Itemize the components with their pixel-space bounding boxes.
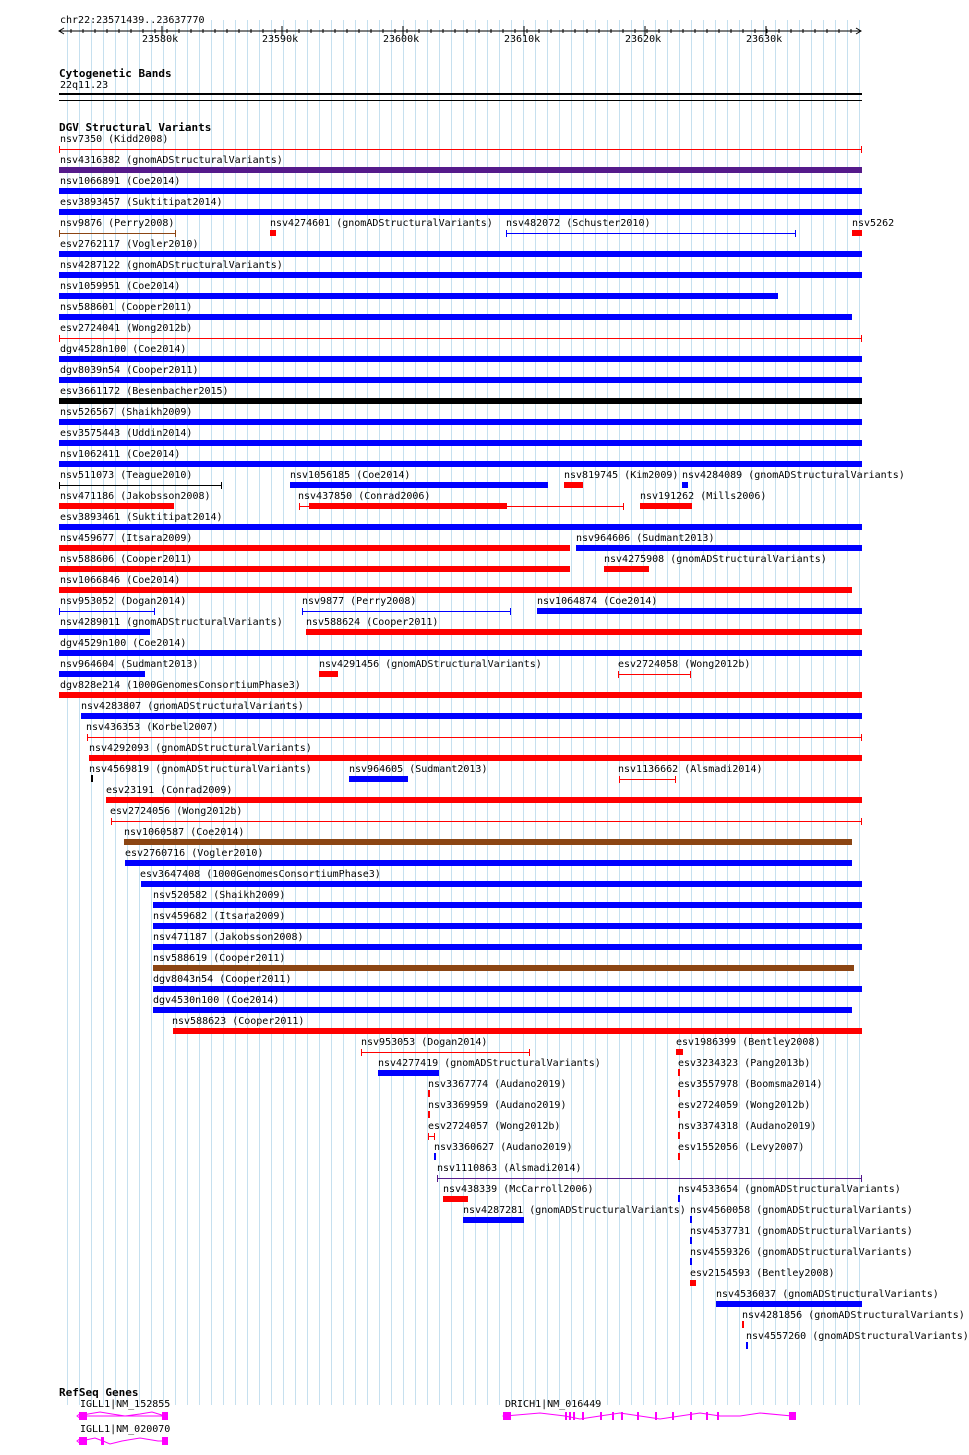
variant-label[interactable]: nsv4537731 (gnomADStructuralVariants) [690, 1226, 913, 1237]
variant-label[interactable]: nsv3360627 (Audano2019) [434, 1142, 573, 1153]
variant-label[interactable]: nsv4277419 (gnomADStructuralVariants) [378, 1058, 601, 1069]
variant-label[interactable]: nsv526567 (Shaikh2009) [60, 407, 193, 418]
variant-line[interactable] [59, 338, 862, 339]
variant-bar[interactable] [349, 776, 408, 782]
variant-bar[interactable] [640, 503, 692, 509]
variant-label[interactable]: esv2724041 (Wong2012b) [60, 323, 193, 334]
variant-label[interactable]: nsv964606 (Sudmant2013) [576, 533, 715, 544]
variant-label[interactable]: nsv436353 (Korbel2007) [86, 722, 219, 733]
variant-label[interactable]: esv3661172 (Besenbacher2015) [60, 386, 229, 397]
variant-bar[interactable] [690, 1280, 696, 1286]
variant-label[interactable]: nsv1056185 (Coe2014) [290, 470, 411, 481]
variant-end-cap [795, 230, 796, 237]
variant-end-cap [861, 734, 862, 741]
variant-label[interactable]: nsv964605 (Sudmant2013) [349, 764, 488, 775]
variant-bar[interactable] [59, 251, 862, 257]
variant-tick[interactable] [678, 1153, 680, 1160]
variant-label[interactable]: nsv511073 (Teague2010) [60, 470, 193, 481]
variant-label[interactable]: esv3893461 (Suktitipat2014) [60, 512, 223, 523]
variant-end-cap [59, 146, 60, 153]
variant-bar[interactable] [59, 314, 852, 320]
variant-label[interactable]: nsv1066846 (Coe2014) [60, 575, 181, 586]
variant-bar[interactable] [676, 1049, 683, 1055]
variant-tick[interactable] [690, 1216, 692, 1223]
variant-line[interactable] [302, 611, 511, 612]
ruler-tick-label: 23580k [142, 34, 179, 45]
variant-end-cap [361, 1049, 362, 1056]
variant-bar[interactable] [59, 272, 862, 278]
cytoband-label: 22q11.23 [60, 80, 109, 91]
variant-end-cap [59, 230, 60, 237]
variant-label[interactable]: nsv4536037 (gnomADStructuralVariants) [716, 1289, 939, 1300]
variant-label[interactable]: nsv459682 (Itsara2009) [153, 911, 286, 922]
variant-label[interactable]: esv23191 (Conrad2009) [106, 785, 233, 796]
variant-label[interactable]: nsv4275908 (gnomADStructuralVariants) [604, 554, 827, 565]
variant-label[interactable]: esv2724057 (Wong2012b) [428, 1121, 561, 1132]
variant-label[interactable]: nsv459677 (Itsara2009) [60, 533, 193, 544]
ruler-tick-label: 23610k [504, 34, 541, 45]
variant-end-cap [299, 503, 300, 510]
variant-end-cap [690, 671, 691, 678]
variant-bar[interactable] [59, 356, 862, 362]
variant-label[interactable]: nsv4316382 (gnomADStructuralVariants) [60, 155, 283, 166]
variant-label[interactable]: nsv9876 (Perry2008) [60, 218, 175, 229]
variant-end-cap [861, 1175, 862, 1182]
variant-label[interactable]: nsv482072 (Schuster2010) [506, 218, 651, 229]
dgv-track-title: DGV Structural Variants [59, 121, 212, 134]
variant-bar[interactable] [59, 566, 570, 572]
variant-label[interactable]: nsv4292093 (gnomADStructuralVariants) [89, 743, 312, 754]
variant-line[interactable] [59, 149, 862, 150]
variant-label[interactable]: nsv471186 (Jakobsson2008) [60, 491, 211, 502]
variant-tick[interactable] [678, 1195, 680, 1202]
variant-end-cap [59, 608, 60, 615]
variant-label[interactable]: dgv8039n54 (Cooper2011) [60, 365, 199, 376]
variant-bar[interactable] [852, 230, 862, 236]
variant-tick[interactable] [428, 1090, 430, 1097]
gene-label[interactable]: DRICH1|NM_016449 [505, 1399, 602, 1410]
variant-bar[interactable] [59, 377, 862, 383]
variant-label[interactable]: nsv4289011 (gnomADStructuralVariants) [60, 617, 283, 628]
variant-bar[interactable] [59, 188, 862, 194]
variant-bar[interactable] [564, 482, 583, 488]
variant-tick[interactable] [690, 1237, 692, 1244]
variant-label[interactable]: nsv4291456 (gnomADStructuralVariants) [319, 659, 542, 670]
variant-bar[interactable] [59, 209, 862, 215]
variant-label[interactable]: nsv953053 (Dogan2014) [361, 1037, 488, 1048]
variant-end-cap [175, 230, 176, 237]
variant-end-cap [437, 1175, 438, 1182]
variant-bar[interactable] [59, 650, 862, 656]
variant-label[interactable]: nsv5262 [852, 218, 895, 229]
variant-end-cap [861, 335, 862, 342]
variant-bar[interactable] [576, 545, 862, 551]
variant-end-cap [529, 1049, 530, 1056]
variant-bar[interactable] [59, 629, 150, 635]
variant-bar[interactable] [141, 881, 862, 887]
gene-label[interactable]: IGLL1|NM_152855 [80, 1399, 171, 1410]
variant-tick[interactable] [742, 1321, 744, 1328]
variant-bar[interactable] [716, 1301, 862, 1307]
variant-bar[interactable] [153, 965, 854, 971]
variant-bar[interactable] [443, 1196, 468, 1202]
variant-bar[interactable] [537, 608, 862, 614]
variant-label[interactable]: esv2760716 (Vogler2010) [125, 848, 264, 859]
variant-end-cap [619, 776, 620, 783]
variant-bar[interactable] [89, 755, 862, 761]
variant-label[interactable]: nsv471187 (Jakobsson2008) [153, 932, 304, 943]
variant-bar[interactable] [59, 293, 778, 299]
variant-end-cap [675, 776, 676, 783]
variant-line[interactable] [87, 737, 862, 738]
variant-label[interactable]: esv3893457 (Suktitipat2014) [60, 197, 223, 208]
variant-line[interactable] [437, 1178, 862, 1179]
variant-line[interactable] [506, 233, 796, 234]
variant-bar[interactable] [378, 1070, 439, 1076]
variant-bar[interactable] [290, 482, 548, 488]
variant-bar[interactable] [59, 545, 570, 551]
variant-bar[interactable] [124, 839, 852, 845]
variant-tick[interactable] [746, 1342, 748, 1349]
variant-tick[interactable] [690, 1258, 692, 1265]
variant-label[interactable]: dgv8043n54 (Cooper2011) [153, 974, 292, 985]
variant-bar[interactable] [153, 1007, 852, 1013]
variant-bar[interactable] [59, 461, 862, 467]
variant-tick[interactable] [678, 1069, 680, 1076]
variant-label[interactable]: dgv828e214 (1000GenomesConsortiumPhase3) [60, 680, 301, 691]
variant-bar[interactable] [106, 797, 862, 803]
variant-label[interactable]: nsv4283807 (gnomADStructuralVariants) [81, 701, 304, 712]
variant-line[interactable] [619, 779, 676, 780]
variant-label[interactable]: nsv3374318 (Audano2019) [678, 1121, 817, 1132]
variant-tick[interactable] [428, 1111, 430, 1118]
gene-label[interactable]: IGLL1|NM_020070 [80, 1424, 171, 1435]
variant-line[interactable] [361, 1052, 530, 1053]
variant-label[interactable]: esv3234323 (Pang2013b) [678, 1058, 811, 1069]
variant-label[interactable]: nsv438339 (McCarroll2006) [443, 1184, 594, 1195]
variant-bar[interactable] [270, 230, 276, 236]
variant-line[interactable] [111, 821, 862, 822]
variant-label[interactable]: nsv588624 (Cooper2011) [306, 617, 439, 628]
variant-label[interactable]: nsv4284089 (gnomADStructuralVariants) [682, 470, 905, 481]
variant-bar[interactable] [81, 713, 862, 719]
variant-label[interactable]: esv2724056 (Wong2012b) [110, 806, 243, 817]
variant-end-cap [111, 818, 112, 825]
variant-label[interactable]: nsv1062411 (Coe2014) [60, 449, 181, 460]
variant-label[interactable]: esv3557978 (Boomsma2014) [678, 1079, 823, 1090]
refseq-track-title: RefSeq Genes [59, 1386, 139, 1399]
variant-tick[interactable] [678, 1132, 680, 1139]
variant-bar[interactable] [59, 398, 862, 404]
variant-label[interactable]: esv3647408 (1000GenomesConsortiumPhase3) [140, 869, 381, 880]
variant-bar[interactable] [682, 482, 688, 488]
variant-tick[interactable] [678, 1090, 680, 1097]
variant-bar[interactable] [153, 944, 862, 950]
ruler-tick-label: 23630k [746, 34, 783, 45]
variant-label[interactable]: nsv1136662 (Alsmadi2014) [618, 764, 763, 775]
variant-label[interactable]: dgv4529n100 (Coe2014) [60, 638, 187, 649]
variant-bar[interactable] [59, 524, 862, 530]
variant-end-cap [506, 230, 507, 237]
variant-label[interactable]: nsv588606 (Cooper2011) [60, 554, 193, 565]
ruler-tick-label: 23600k [383, 34, 420, 45]
variant-label[interactable]: nsv1110863 (Alsmadi2014) [437, 1163, 582, 1174]
variant-end-cap [154, 608, 155, 615]
variant-label[interactable]: nsv1059951 (Coe2014) [60, 281, 181, 292]
variant-end-cap [59, 335, 60, 342]
variant-bar[interactable] [309, 503, 507, 509]
variant-bar[interactable] [59, 167, 862, 173]
variant-label[interactable]: nsv7350 (Kidd2008) [60, 134, 169, 145]
variant-label[interactable]: nsv3369959 (Audano2019) [428, 1100, 567, 1111]
variant-line[interactable] [618, 674, 691, 675]
variant-end-cap [428, 1133, 429, 1140]
variant-bar[interactable] [125, 860, 852, 866]
variant-label[interactable]: nsv4287122 (gnomADStructuralVariants) [60, 260, 283, 271]
variant-label[interactable]: nsv4559326 (gnomADStructuralVariants) [690, 1247, 913, 1258]
variant-label[interactable]: esv2154593 (Bentley2008) [690, 1268, 835, 1279]
variant-label[interactable]: nsv1064874 (Coe2014) [537, 596, 658, 607]
cytoband-ideogram[interactable] [59, 93, 862, 95]
ruler-tick-label: 23590k [262, 34, 299, 45]
variant-bar[interactable] [59, 503, 174, 509]
variant-tick[interactable] [678, 1111, 680, 1118]
variant-label[interactable]: nsv953052 (Dogan2014) [60, 596, 187, 607]
variant-label[interactable]: nsv819745 (Kim2009) [564, 470, 679, 481]
variant-bar[interactable] [59, 671, 145, 677]
variant-tick[interactable] [434, 1153, 436, 1160]
variant-label[interactable]: nsv3367774 (Audano2019) [428, 1079, 567, 1090]
variant-label[interactable]: nsv4569819 (gnomADStructuralVariants) [89, 764, 312, 775]
variant-end-cap [221, 482, 222, 489]
variant-end-cap [861, 818, 862, 825]
variant-label[interactable]: nsv4533654 (gnomADStructuralVariants) [678, 1184, 901, 1195]
variant-label[interactable]: nsv4274601 (gnomADStructuralVariants) [270, 218, 493, 229]
variant-end-cap [59, 482, 60, 489]
variant-line[interactable] [59, 233, 176, 234]
variant-label[interactable]: nsv1066891 (Coe2014) [60, 176, 181, 187]
variant-end-cap [87, 734, 88, 741]
variant-end-cap [434, 1133, 435, 1140]
variant-end-cap [510, 608, 511, 615]
variant-bar[interactable] [153, 902, 862, 908]
variant-label[interactable]: esv1986399 (Bentley2008) [676, 1037, 821, 1048]
location-label: chr22:23571439..23637770 [60, 15, 205, 26]
variant-label[interactable]: nsv9877 (Perry2008) [302, 596, 417, 607]
variant-end-cap [302, 608, 303, 615]
variant-bar[interactable] [59, 587, 852, 593]
variant-label[interactable]: nsv588601 (Cooper2011) [60, 302, 193, 313]
variant-tick[interactable] [91, 775, 93, 782]
track-divider [59, 100, 862, 101]
variant-bar[interactable] [59, 440, 862, 446]
variant-bar[interactable] [463, 1217, 524, 1223]
variant-bar[interactable] [604, 566, 649, 572]
variant-label[interactable]: nsv4560058 (gnomADStructuralVariants) [690, 1205, 913, 1216]
variant-label[interactable]: nsv520582 (Shaikh2009) [153, 890, 286, 901]
variant-bar[interactable] [59, 419, 862, 425]
variant-bar[interactable] [173, 1028, 862, 1034]
variant-label[interactable]: nsv4557260 (gnomADStructuralVariants) [746, 1331, 969, 1342]
variant-label[interactable]: esv3575443 (Uddin2014) [60, 428, 193, 439]
variant-label[interactable]: nsv588619 (Cooper2011) [153, 953, 286, 964]
variant-bar[interactable] [153, 986, 862, 992]
variant-label[interactable]: dgv4530n100 (Coe2014) [153, 995, 280, 1006]
variant-bar[interactable] [306, 629, 862, 635]
ruler-tick-label: 23620k [625, 34, 662, 45]
variant-end-cap [618, 671, 619, 678]
variant-line[interactable] [59, 485, 222, 486]
variant-label[interactable]: nsv4281856 (gnomADStructuralVariants) [742, 1310, 965, 1321]
variant-label[interactable]: nsv191262 (Mills2006) [640, 491, 767, 502]
variant-label[interactable]: dgv4528n100 (Coe2014) [60, 344, 187, 355]
variant-line[interactable] [59, 611, 155, 612]
variant-label[interactable]: esv1552056 (Levy2007) [678, 1142, 805, 1153]
variant-label[interactable]: esv2724059 (Wong2012b) [678, 1100, 811, 1111]
variant-label[interactable]: nsv588623 (Cooper2011) [172, 1016, 305, 1027]
variant-label[interactable]: nsv1060587 (Coe2014) [124, 827, 245, 838]
variant-label[interactable]: esv2762117 (Vogler2010) [60, 239, 199, 250]
variant-label[interactable]: nsv437850 (Conrad2006) [298, 491, 431, 502]
variant-label[interactable]: nsv4287281 (gnomADStructuralVariants) [463, 1205, 686, 1216]
variant-end-cap [861, 146, 862, 153]
variant-bar[interactable] [153, 923, 862, 929]
variant-bar[interactable] [319, 671, 338, 677]
variant-label[interactable]: esv2724058 (Wong2012b) [618, 659, 751, 670]
cytoband-track-title: Cytogenetic Bands [59, 67, 172, 80]
variant-end-cap [623, 503, 624, 510]
variant-bar[interactable] [59, 692, 862, 698]
variant-label[interactable]: nsv964604 (Sudmant2013) [60, 659, 199, 670]
